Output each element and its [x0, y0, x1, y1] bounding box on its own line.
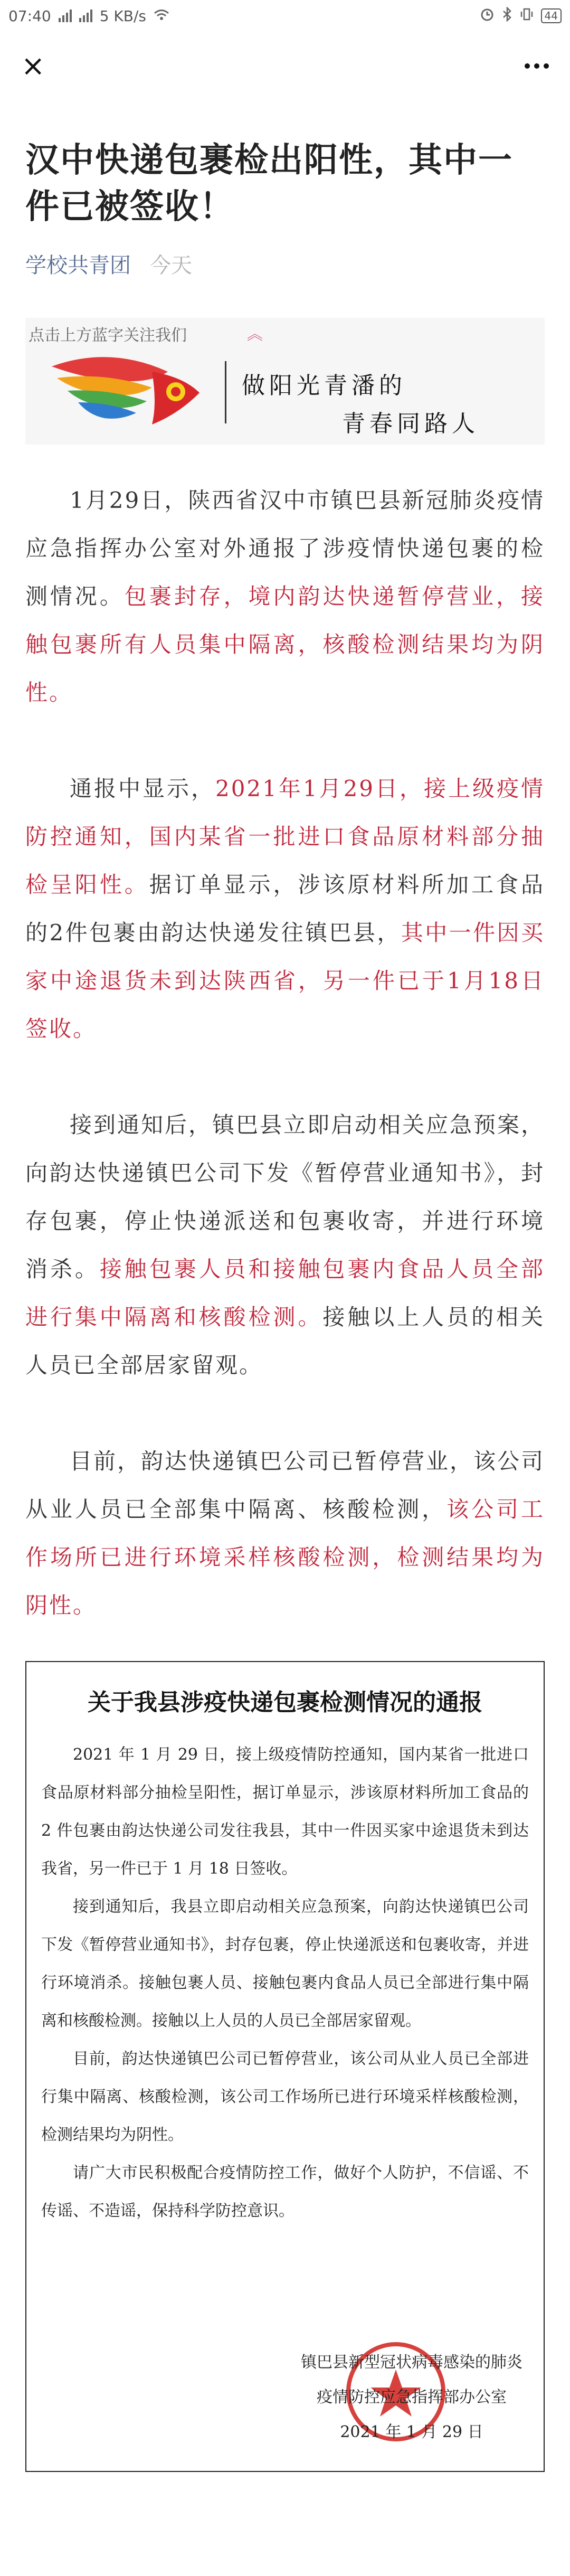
paragraph-2-highlight-2: 其中一件因买家中途退货未到达陕西省，另一件已于1月18日签收。 [25, 919, 545, 1042]
battery-icon: 44 [541, 8, 562, 23]
signature-line-1: 镇巴县新型冠状病毒感染的肺炎 [301, 2353, 522, 2372]
status-bar [0, 0, 570, 32]
close-icon[interactable]: × [21, 49, 45, 82]
follow-hint: 点击上方蓝字关注我们 [28, 326, 187, 345]
paragraph-3-text-2: 接触以上人员的相关人员已全部居家留观。 [25, 1304, 545, 1378]
account-link[interactable]: 学校共青团 [25, 253, 131, 278]
paragraph-4-text: 目前，韵达快递镇巴公司已暂停营业，该公司从业人员已全部集中隔离、核酸检测， [25, 1448, 545, 1522]
paragraph-3 [25, 1101, 545, 1389]
youth-league-logo [46, 351, 226, 435]
status-time: 07:40 [8, 7, 51, 25]
bluetooth-icon [502, 7, 512, 25]
paragraph-4-highlight: 该公司工作场所已进行环境采样核酸检测，检测结果均为阴性。 [25, 1496, 545, 1618]
follow-banner[interactable] [25, 318, 545, 445]
network-speed: 5 KB/s [99, 7, 147, 25]
paragraph-2 [25, 765, 545, 1053]
signal-icon [59, 10, 72, 22]
notice-paragraph-2: 接到通知后，我县立即启动相关应急预案，向韵达快递镇巴公司下发《暂停营业通知书》，封存包裹，停止快递派送和包裹收寄，并进行环境消杀。接触包裹人员、接触包裹内食品人员已全部进行集中隔离和核酸检测。接触以上人员的人员已全部居家留观。 [41, 1897, 529, 2030]
article-title: 汉中快递包裹检出阳性，其中一件已被签收！ [25, 140, 513, 227]
more-icon[interactable] [525, 63, 549, 69]
article [0, 106, 570, 2472]
paragraph-2-text-2: 据订单显示，涉该原材料所加工食品的2件包裹由韵达快递发往镇巴县， [25, 871, 545, 946]
paragraph-3-highlight: 接触包裹人员和接触包裹内食品人员全部进行集中隔离和核酸检测。 [25, 1256, 545, 1330]
paragraph-1-text: 1月29日，陕西省汉中市镇巴县新冠肺炎疫情应急指挥办公室对外通报了涉疫情快递包裹的检测情况。 [25, 487, 545, 609]
banner-slogan-line2: 青春同路人 [342, 410, 479, 437]
notice-paragraph-3: 目前，韵达快递镇巴公司已暂停营业，该公司从业人员已全部进行集中隔离、核酸检测，该公司工作场所已进行环境采样核酸检测，检测结果均为阴性。 [41, 2049, 529, 2144]
paragraph-1-highlight: 包裹封存，境内韵达快递暂停营业，接触包裹所有人员集中隔离，核酸检测结果均为阴性。 [25, 583, 545, 705]
notice-paragraph-1: 2021 年 1 月 29 日，接上级疫情防控通知，国内某省一批进口食品原材料部分抽检呈阳性，据订单显示，涉该原材料所加工食品的 2 件包裹由韵达快递公司发往我县，其中一件因买家中途退货未到达我省，另一件已于 1 月 18 日签收。 [41, 1745, 529, 1878]
alarm-icon [480, 7, 495, 25]
vibrate-icon [520, 7, 534, 25]
signature-date: 2021 年 1 月 29 日 [340, 2422, 483, 2441]
notice-signature [301, 2345, 522, 2450]
paragraph-2-text-1: 通报中显示， [70, 775, 215, 801]
banner-slogan-line1: 做阳光青潘的 [242, 372, 406, 399]
article-meta [25, 249, 545, 279]
nav-bar [0, 32, 570, 100]
paragraph-2-highlight-1: 2021年1月29日，接上级疫情防控通知，国内某省一批进口食品原材料部分抽检呈阳性。 [25, 775, 545, 898]
paragraph-3-text-1: 接到通知后，镇巴县立即启动相关应急预案，向韵达快递镇巴公司下发《暂停营业通知书》，封存包裹，停止快递派送和包裹收寄，并进行环境消杀。 [25, 1111, 545, 1282]
banner-divider [225, 361, 226, 423]
paragraph-4 [25, 1437, 545, 1629]
up-arrow-icon: ︽ [247, 325, 263, 344]
notice-heading: 关于我县涉疫快递包裹检测情况的通报 [88, 1688, 482, 1716]
publish-date: 今天 [150, 253, 192, 278]
notice-paragraph-4: 请广大市民积极配合疫情防控工作，做好个人防护，不信谣、不传谣、不造谣，保持科学防控意识。 [41, 2163, 529, 2220]
article-body [25, 476, 545, 1629]
wifi-icon [154, 7, 169, 25]
paragraph-1 [25, 476, 545, 716]
notice-image [25, 1661, 545, 2472]
signature-line-2: 疫情防控应急指挥部办公室 [317, 2388, 507, 2407]
signal-icon-2 [79, 10, 92, 22]
